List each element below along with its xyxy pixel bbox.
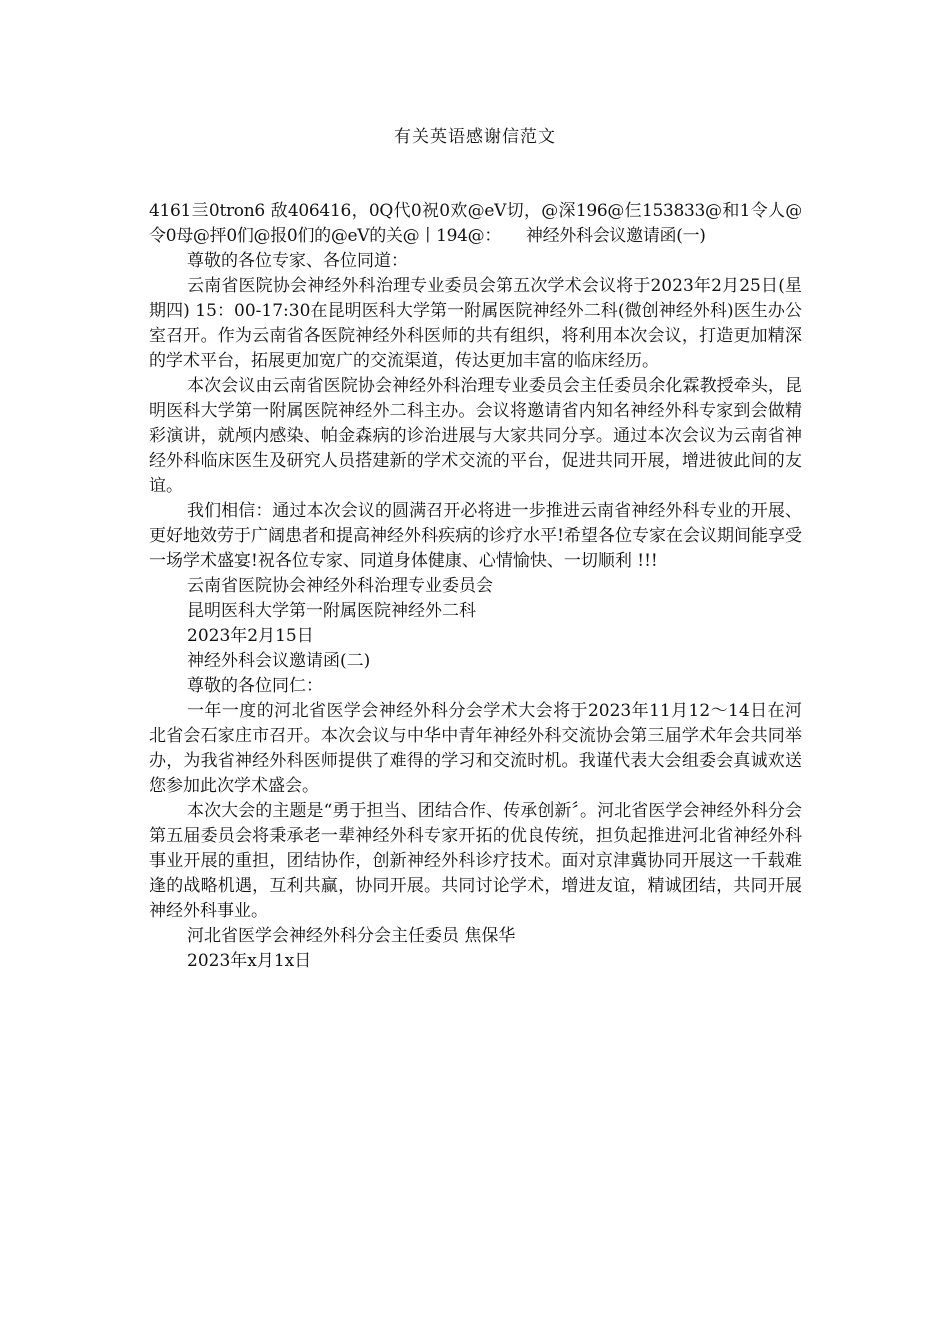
signature-date-2: 2023年x月1x日 [187, 951, 312, 971]
paragraph-meeting-1-closing: 我们相信：通过本次会议的圆满召开必将进一步推进云南省神经外科专业的开展、更好地效劳于广阔患者和提高神经外科疾病的诊疗水平!希望各位专家在会议期间能享受一场学术盛宴!祝各位专家、同道身体健康、心情愉快、一切顺利 !!! [149, 501, 802, 571]
signature-org-2: 昆明医科大学第一附属医院神经外二科 [187, 601, 476, 621]
paragraph-meeting-1-organizer: 本次会议由云南省医院协会神经外科治理专业委员会主任委员余化霖教授牵头，昆明医科大学第一附属医院神经外二科主办。会议将邀请省内知名神经外科专家到会做精彩演讲，就颅内感染、帕金森病的诊治进展与大家共同分享。通过本次会议为云南省神经外科临床医生及研究人员搭建新的学术交流的平台，促进共同开展，增进彼此间的友谊。 [149, 376, 802, 496]
paragraph-meeting-1-announcement: 云南省医院协会神经外科治理专业委员会第五次学术会议将于2023年2月25日(星期四) 15：00-17:30在昆明医科大学第一附属医院神经外二科(微创神经外科)医生办公室召开。作为云南省各医院神经外科医师的共有组织，将利用本次会议，打造更加精深的学术平台，拓展更加宽广的交流渠道，传达更加丰富的临床经历。 [149, 276, 802, 371]
paragraph-intro: 4161亖0tron6 敌406416，0Q代0祝0欢@eV切，@深196@仨153833@和1令人@令0母@抨0们@报0们的@eV的关@丨194@： 神经外科会议邀请函(一) [149, 201, 802, 246]
document-body [149, 199, 802, 974]
signature-org-1: 云南省医院协会神经外科治理专业委员会 [187, 576, 493, 596]
paragraph-salutation-2: 尊敬的各位同仁： [187, 676, 323, 696]
section-heading-2: 神经外科会议邀请函(二) [187, 651, 371, 671]
signature-chair-2: 河北省医学会神经外科分会主任委员 焦保华 [187, 926, 516, 946]
document-title: 有关英语感谢信范文 [394, 127, 556, 147]
paragraph-salutation-1: 尊敬的各位专家、各位同道： [187, 251, 408, 271]
paragraph-meeting-2-theme: 本次大会的主题是“勇于担当、团结合作、传承创新〞。河北省医学会神经外科分会第五届委员会将秉承老一辈神经外科专家开拓的优良传统，担负起推进河北省神经外科事业开展的重担，团结协作，创新神经外科诊疗技术。面对京津冀协同开展这一千载难逢的战略机遇，互利共赢，协同开展。共同讨论学术，增进友谊，精诚团结，共同开展神经外科事业。 [149, 801, 802, 921]
paragraph-meeting-2-announcement: 一年一度的河北省医学会神经外科分会学术大会将于2023年11月12～14日在河北省会石家庄市召开。本次会议与中华中青年神经外科交流协会第三届学术年会共同举办，为我省神经外科医师提供了难得的学习和交流时机。我谨代表大会组委会真诚欢送您参加此次学术盛会。 [149, 701, 802, 796]
signature-date-1: 2023年2月15日 [187, 626, 314, 646]
